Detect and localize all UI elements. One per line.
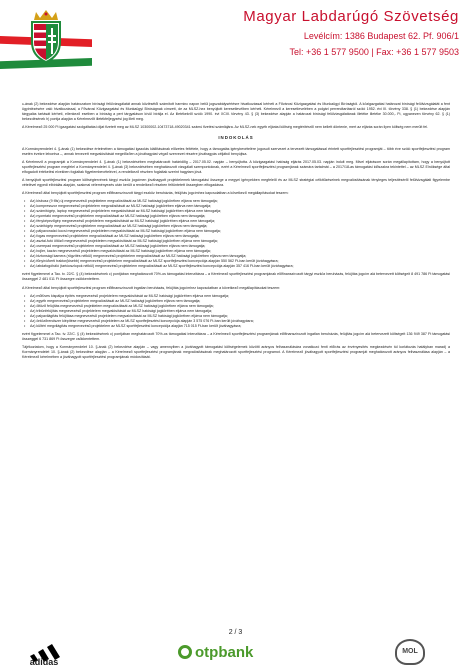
paragraph: ezért figyelemmel a Tao. tv. 22/C. § (4) bekezdésének c) pontjában meghatározott 70%-os támogatási intenzitásra – a Kérelmező sportfejlesztési programjának előfinanszírozott tárgyi eszköz beruházás, felújítás jogcím alá betervezett költségeit 8 491 786 Ft támogatási összeggel 2 481 011 Ft összegre csökkentettem. [22, 272, 450, 282]
list-item: • Az) pályavonalzó kocsi megnevezésű projektelem megvalósítását az MLSZ hatósági jogkörében eljárva nem támogatja; [24, 229, 450, 234]
paragraph: A Kérelmező 25 000 Ft igazgatási szolgáltatási díjat fizetett meg az MLSZ 10300002-10473718-49020341 számú fizetési számlájára. Az MLSZ-nek egyéb eljárási költség megtérítésről nem kellett döntenie, mert az eljárás során ilyen költség nem merült fel. [22, 125, 429, 130]
otp-circle-icon [178, 645, 192, 659]
list-item: • Az) öntözőrendszer kiépítése megnevezésű projektelem az MLSZ sportfejlesztési koncepciója alapján 3 575 076 Ft-ban került jóváhagyásra; [24, 319, 450, 324]
document-body [22, 102, 450, 363]
paragraph: A Kérelmező által benyújtott sportfejlesztési program előfinanszírozott tárgyi eszköz beruházás, felújítás jogcímhez kapcsolatban a következő megállapításokat teszem: [22, 191, 289, 196]
paragraph: Tájékoztatom, hogy a Kormányrendelet 10. §-ának (2) bekezdése alapján – vagy amennyiben a jóváhagyott támogatási költségelemek közötti arányos felhasználására vonatkozó fenti előírás az érvényesítés megkezdésén túl korlátozás hatályban marad) a Kormányrendelet 10. §-ának (2) bekezdése alapján – a Kérelmező sportfejlesztési programjának megvalósításának meghatározott sportfejlesztési programot. A Kérelmező jóváhagyott sportfejlesztési programját meghatározott arányos felhasználása alapján – a Kérelmező kérelmében a jóváhagyott sportfejlesztési programjának módosítását. [22, 344, 450, 359]
list-item: • Az) szárítógép megnevezésű projektelem megvalósítását az MLSZ hatósági jogkörében eljárva nem támogatja; [24, 224, 450, 229]
paragraph: ᴀ-ának (2) bekezdése alapján határozatom bírósági felülvizsgálatát annak közlésétől számított harminc napon belül jogszabálysértésre hivatkozással kérheti a Fővárosi Közigazgatási és Munkaügyi Bíróságtól. A közigazgatási határozat bírósági felülvizsgálatát a fent ügyintézésére való hivatkozással, a Fővárosi Közigazgatási és Munkaügyi Bíróságnak címzett, de az MLSZ-hez benyújtott keresetlevélben kérheti. Kérelmező a keresetlevelében a polgári perrendtartásról szóló 1952. évi III. törvény 338. § (1) bekezdése alapján tárgyalás tartását kérheti, ellenkező esetben a bíróság a pert tárgyaláson kívül bírálja el. Az illetékekről szóló 1990. évi XCIII. törvény 43. § (3) bekezdése alapján a határozat bírósági felülvizsgálatának illetéke illetéke 30.000,- Ft, ugyanezen törvény 62. § (1) bekezdésének h) pontja alapján a Kérelmezőt illetékfeljegyzési jog illeti meg. [22, 102, 450, 122]
list-item: • Az) fűnyíró/kerti traktor(kisebb) megnevezésű projektelem megvalósítását az MLSZ sportfejlesztési koncepciója alapján 550 562 Ft-ban került jóváhagyásra; [24, 259, 450, 264]
otpbank-logo [178, 644, 253, 661]
org-name: Magyar Labdarúgó Szövetség [243, 8, 459, 25]
list-item: • Az) nyomtató megnevezésű projektelem megvalósítását az MLSZ hatósági jogkörében eljárva nem támogatja; [24, 214, 450, 219]
paragraph: ezért figyelemmel a Tao. tv. 22/C. § (4) bekezdésének c) pontjában meghatározott 70%-os támogatási intenzitásra – a Kérelmező sportfejlesztési programjának előfinanszírozott ingatlan beruházás, felújítás jogcím alá betervezett költségeit 136 949 387 Ft támogatási összeggel 6 731 869 Ft összegre csökkentettem. [22, 331, 450, 341]
list-item: • Az) bojler, kazán megnevezésű projektelem megvalósítását az MLSZ hatósági jogkörében eljárva nem támogatja; [24, 249, 450, 254]
list-item: • Az) biztonsági kamera (rögzítés nélkül) megnevezésű projektelem megvalósítását az MLSZ hatósági jogkörében eljárva nem támogatja; [24, 254, 450, 259]
letterhead [0, 0, 471, 78]
org-phone-fax: Tel: +36 1 577 9500 | Fax: +36 1 577 9503 [289, 47, 459, 57]
paragraph: A Kérelmező a programját a Kormányrendelet 4. §-ának (1) bekezdésében meghatározott határidőig – 2017.05.02. napján – benyújtotta. A közigazgatási hatóság eljárás 2017.05.03. napján indult meg. Mivel eljárásom során megállapítottam, hogy a benyújtott sportfejlesztési program megfelel a Kormányrendelet 4. §-ának (3) bekezdésében meghatározott vizsgálati szempontoknak, ezért a Kérelmező sportfejlesztési programjának számára tartalmát – a 2017/18-as támogatási időszakra tekintettel – az MLSZ Elnöksége által elfogadott értékelési elvekben foglaltak figyelembevételével, a rendelkező részben foglaltak szerint hagytam jóvá. [22, 159, 450, 174]
list-item: • Az) öltöző felújítás megnevezésű projektelem megvalósítását az MLSZ hatósági jogkörében eljárva nem támogatja; [24, 304, 450, 309]
paragraph: A Kérelmező által benyújtott sportfejlesztési program előfinanszírozott ingatlan beruházás, felújítás jogcímhez kapcsolatban a következő megállapításokat teszem: [22, 285, 281, 290]
list-item: • Az) számítógép, laptop megnevezésű projektelem megvalósítását az MLSZ hatósági jogkörében eljárva nem támogatja; [24, 209, 450, 214]
list-item: • Az) cserepad megnevezésű projektelem megvalósítását az MLSZ hatósági jogkörében eljárva nem támogatja; [24, 244, 450, 249]
org-info [243, 8, 459, 57]
otpbank-wordmark: otpbank [195, 644, 254, 661]
list-item: • Az) műfüves kispálya építés megnevezésű projektelem megvalósítását az MLSZ hatósági jogkörében eljárva nem támogatja; [24, 294, 450, 299]
list-item: • Az) asztal-futó öltöző megnevezésű projektelem megvalósítását az MLSZ hatósági jogkörében eljárva nem támogatja; [24, 239, 450, 244]
paragraph: A benyújtott sportfejlesztési program költségtervének tárgyi eszköz jogcímen jóváhagyott projektelemek támogatási összege a megyei igényekben megfelelő és az MLSZ stratégiai célkitűzéseinek megvalósításának tényleges teljesítéséről felülvizsgálati figyelembe vételével egyedi elbírálás alapján, szakmai véleményezés után került a rendelkező részben feltüntetett összegben elfogadásra. [22, 178, 450, 188]
list-item: • Az) fogas megnevezésű projektelem megvalósítását az MLSZ hatósági jogkörében eljárva nem támogatja; [24, 234, 450, 239]
list-item: • Az) labdafogóháló (tartóoszlopok nélkül) megnevezésű projektelem megvalósítását az MLSZ sportfejlesztési koncepciója alapján 357 416 Ft-ban került jóváhagyásra; [24, 264, 450, 269]
list-item: • Az) kisbusz (9 fős) új megnevezésű projektelem megvalósítását az MLSZ hatósági jogkörében eljárva nem támogatja; [24, 199, 450, 204]
mlsz-crest-icon [26, 8, 66, 64]
bullet-list-property [24, 294, 450, 329]
bullet-list-assets [24, 199, 450, 269]
list-item: • Az) kültéri megvilágítás megnevezésű projektelem az MLSZ sportfejlesztési koncepciója alapján 715 015 Ft-ban került jóváhagyásra; [24, 324, 450, 329]
list-item: • Az) fényképezőgép megnevezésű projektelem megvalósítását az MLSZ hatósági jogkörében eljárva nem támogatja; [24, 219, 450, 224]
list-item: • Az) egyéb megnevezésű projektelem megvalósítását az MLSZ hatósági jogkörében eljárva nem támogatja; [24, 299, 450, 304]
mol-logo: MOL [395, 639, 425, 665]
list-item: • Az) palyavilágítás felújítása megnevezésű projektelem megvalósítását az MLSZ hatósági jogkörében eljárva nem támogatja; [24, 314, 450, 319]
adidas-wordmark: adidas [29, 657, 59, 667]
section-heading: INDOKOLÁS [218, 135, 254, 141]
list-item: • Az) kompresszor megnevezésű projektelem megvalósítását az MLSZ hatósági jogkörében eljárva nem támogatja; [24, 204, 450, 209]
list-item: • Az) tribünfelújítás megnevezésű projektelem megvalósítását az MLSZ hatósági jogkörében eljárva nem támogatja; [24, 309, 450, 314]
org-address: Levélcím: 1386 Budapest 62. Pf. 906/1 [303, 31, 459, 41]
page-number: 2 / 3 [228, 629, 243, 636]
sponsor-bar [0, 638, 471, 667]
paragraph: A Kormányrendelet 4. §-ának (1) bekezdése értelmében a támogatási igazolás kiállításának előzetes feltétele, hogy a támogatás igénybevételére jogosult szervezet a tervezett támogatással érintett sportfejlesztési programját – több éve szóló sportfejlesztési program esetén évekre lebontva –, annak tervezett megvalósítását megelőzően a jóváhagyást végző szervezet részére jóváhagyás céljából benyújtsa. [22, 146, 450, 156]
